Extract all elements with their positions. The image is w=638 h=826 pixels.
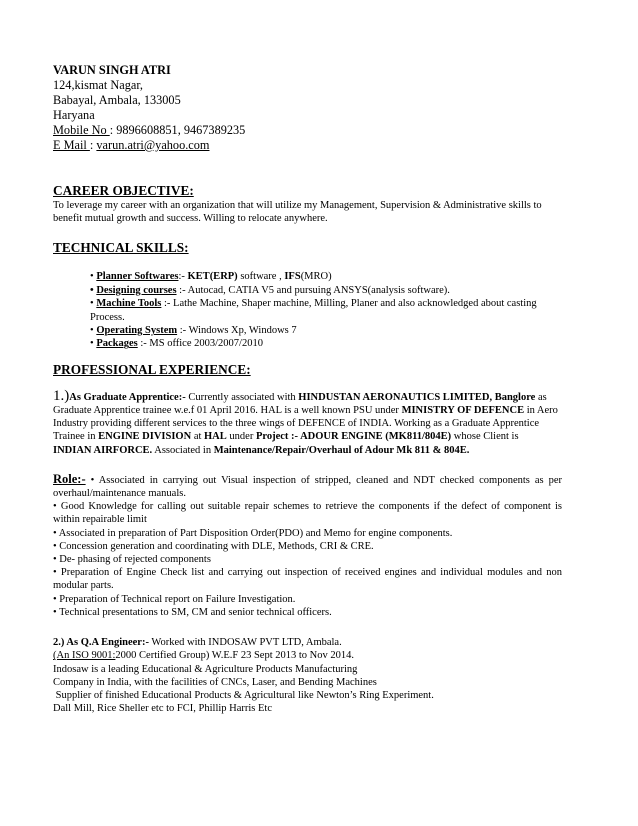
role-block <box>53 473 562 619</box>
career-text: To leverage my career with an organization that will utilize my Management, Supervision & Administrative skills to benefit mutual growth and success. Willing to relocate anywhere. <box>53 200 542 225</box>
job-2-line: Dall Mill, Rice Sheller etc to FCI, Phillip Harris Etc <box>53 703 273 715</box>
mobile-label: Mobile No <box>53 123 110 137</box>
skill-label: Designing courses <box>96 284 177 296</box>
address-line-1: 124,kismat Nagar, <box>53 78 144 92</box>
job-2-line: Indosaw is a leading Educational & Agriculture Products Manufacturing <box>53 663 358 675</box>
job-1-number: 1.) <box>53 387 70 404</box>
skills-section <box>53 240 573 350</box>
role-item: • Technical presentations to SM, CM and senior technical officers. <box>53 606 332 618</box>
job-2-line: Supplier of finished Educational Products & Agricultural like Newton’s Ring Experiment. <box>53 689 434 701</box>
experience-heading: PROFESSIONAL EXPERIENCE: <box>53 361 251 377</box>
skill-label: Machine Tools <box>96 298 162 310</box>
role-item: • Associated in preparation of Part Disposition Order(PDO) and Memo for engine components. <box>53 527 453 539</box>
skill-label: Planner Softwares <box>96 271 179 283</box>
role-item: • Concession generation and coordinating with DLE, Methods, CRI & CRE. <box>53 540 374 552</box>
role-item: • Good Knowledge for calling out suitable repair schemes to retrieve the components if the defect of component is within repairable limit <box>53 501 562 526</box>
address-line-3: Haryana <box>53 108 95 122</box>
email-line <box>53 138 573 153</box>
job-2-line: Company in India, with the facilities of CNCs, Laser, and Bending Machines <box>53 676 377 688</box>
skill-label: Operating System <box>96 325 178 337</box>
candidate-name: VARUN SINGH ATRI <box>53 63 171 77</box>
career-heading: CAREER OBJECTIVE: <box>53 183 194 198</box>
mobile-number: 9896608851, 9467389235 <box>116 123 246 137</box>
career-section <box>53 183 573 225</box>
email-link[interactable]: varun.atri@yahoo.com <box>96 138 210 152</box>
email-label: E Mail <box>53 138 90 152</box>
email-sep: : <box>89 138 97 152</box>
contact-block <box>53 63 573 153</box>
role-item: • Preparation of Technical report on Failure Investigation. <box>53 593 296 605</box>
mobile-line <box>53 123 573 138</box>
mobile-sep: : <box>109 123 117 137</box>
job-1-company: HINDUSTAN AERONAUTICS LIMITED, Banglore <box>298 391 536 403</box>
job-1: 1.)As Graduate Apprentice:- Currently associated with HINDUSTAN AERONAUTICS LIMITED, Banglore as Graduate Apprentice trainee w.e.f 01 April 2016. HAL is a well known PSU under MINISTRY OF DEFENCE in Aero Industry providing different services to the three wings of DEFENCE of INDIA. Working as a Graduate Apprentice Trainee in ENGINE DIVISION at HAL under Project :- ADOUR ENGINE (MK811/804E) whose Client is INDIAN AIRFORCE. Associated in Maintenance/Repair/Overhaul of Adour Mk 811 & 804E. <box>53 387 558 456</box>
job-2 <box>53 636 558 715</box>
skill-item: • Machine Tools :- Lathe Machine, Shaper machine, Milling, Planer and also acknowledged about casting Process. <box>90 298 537 323</box>
role-item: Role:- • Associated in carrying out Visual inspection of stripped, cleaned and NDT checked components as per overhaul/maintenance manuals. <box>53 471 562 500</box>
skill-item: • Planner Softwares:- KET(ERP) software , IFS(MRO) <box>90 271 332 283</box>
job-2-header: 2.) As Q.A Engineer:- Worked with INDOSAW PVT LTD, Ambala. <box>53 637 342 649</box>
skills-list <box>90 270 550 350</box>
role-item: • Preparation of Engine Check list and carrying out inspection of received engines and individual modules and non modular parts. <box>53 567 562 592</box>
job-1-title: As Graduate Apprentice:- <box>69 391 186 403</box>
skill-label: Packages <box>96 338 138 350</box>
role-item: • De- phasing of rejected components <box>53 554 211 566</box>
skill-item: • Operating System :- Windows Xp, Windows 7 <box>90 325 297 337</box>
address-line-2: Babayal, Ambala, 133005 <box>53 93 181 107</box>
resume-page <box>53 63 573 715</box>
job-2-title: 2.) As Q.A Engineer:- <box>53 637 149 649</box>
skill-item: • Packages :- MS office 2003/2007/2010 <box>90 338 263 350</box>
skills-heading: TECHNICAL SKILLS: <box>53 240 189 256</box>
job-2-certification: (An ISO 9001:2000 Certified Group) W.E.F 23 Sept 2013 to Nov 2014. <box>53 650 354 662</box>
role-label: Role:- <box>53 471 86 486</box>
skill-item: • Designing courses :- Autocad, CATIA V5 and pursuing ANSYS(analysis software). <box>90 284 450 296</box>
experience-section <box>53 362 573 715</box>
